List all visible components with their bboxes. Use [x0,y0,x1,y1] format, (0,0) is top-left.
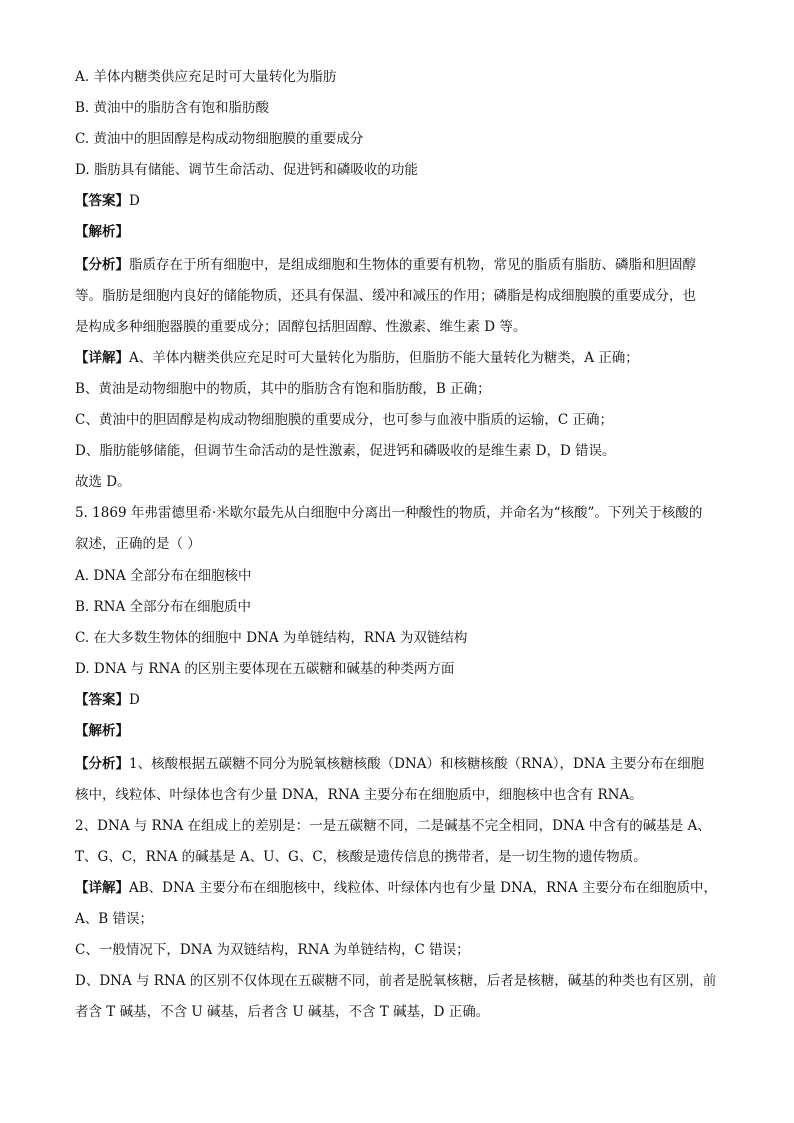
q5-xiangjie-tag: 【详解】 [75,880,129,896]
q5-xiangjie-line-3: C、一般情况下，DNA 为双链结构，RNA 为单链结构，C 错误； [75,942,470,958]
q5-analysis-tag [75,722,735,740]
q5-fenxi-line-2: 核中，线粒体、叶绿体也含有少量 DNA，RNA 主要分布在细胞质中，细胞核中也含有 RNA。 [75,787,643,803]
q5-xiangjie-line-5: 者含 T 碱基，不含 U 碱基，后者含 U 碱基，不含 T 碱基，D 正确。 [75,1004,490,1020]
q5-analysis-label: 【解析】 [75,723,129,739]
q4-xiangjie-line-2: B、黄油是动物细胞中的物质，其中的脂肪含有饱和脂肪酸，B 正确； [75,381,491,397]
q5-xiangjie-line-1 [75,879,735,897]
q4-answer-tag: 【答案】 [75,193,129,209]
q4-xiangjie-line-1 [75,349,735,367]
q5-fenxi-text-1: 1、核酸根据五碳糖不同分为脱氧核糖核酸（DNA）和核糖核酸（RNA），DNA 主要分布在细胞 [129,756,705,772]
q5-stem-line-2: 叙述，正确的是（ ） [75,536,201,552]
q4-answer-line [75,192,735,210]
q4-xiangjie-text-1: A、羊体内糖类供应充足时可大量转化为脂肪，但脂肪不能大量转化为糖类，A 正确； [129,350,639,366]
q4-xiangjie-tag: 【详解】 [75,350,129,366]
q4-fenxi-line-2: 等。脂肪是细胞内良好的储能物质，还具有保温、缓冲和减压的作用；磷脂是构成细胞膜的重要成分，也 [75,288,696,304]
q5-option-c: C. 在大多数生物体的细胞中 DNA 为单链结构，RNA 为双链结构 [75,630,468,646]
q4-conclusion: 故选 D。 [75,474,131,490]
q4-xiangjie-line-3: C、黄油中的胆固醇是构成动物细胞膜的重要成分，也可参与血液中脂质的运输，C 正确； [75,412,613,428]
q4-option-d: D. 脂肪具有储能、调节生命活动、促进钙和磷吸收的功能 [75,162,418,178]
q5-fenxi-line-4: T、G、C，RNA 的碱基是 A、U、G、C，核酸是遗传信息的携带者，是一切生物的遗传物质。 [75,849,647,865]
q4-fenxi-line-1 [75,256,735,274]
q4-xiangjie-line-4: D、脂肪能够储能，但调节生命活动的是性激素，促进钙和磷吸收的是维生素 D，D 错误。 [75,443,616,459]
q5-option-a: A. DNA 全部分布在细胞核中 [75,568,252,584]
q5-stem-line-1: 5. 1869 年弗雷德里希·米歇尔最先从白细胞中分离出一种酸性的物质，并命名为“核酸”。下列关于核酸的 [75,505,703,521]
q4-analysis-tag [75,223,735,241]
q4-analysis-label: 【解析】 [75,224,129,240]
q4-fenxi-text-1: 脂质存在于所有细胞中，是组成细胞和生物体的重要有机物，常见的脂质有脂肪、磷脂和胆固醇 [129,257,696,273]
q4-fenxi-tag: 【分析】 [75,257,129,273]
q5-fenxi-tag: 【分析】 [75,756,129,772]
q5-option-b: B. RNA 全部分布在细胞质中 [75,599,252,615]
q4-option-b: B. 黄油中的脂肪含有饱和脂肪酸 [75,100,270,116]
q5-answer-tag: 【答案】 [75,692,129,708]
q5-xiangjie-line-2: A、B 错误； [75,911,153,927]
q4-fenxi-line-3: 是构成多种细胞器膜的重要成分；固醇包括胆固醇、性激素、维生素 D 等。 [75,319,527,335]
q5-answer: D [129,692,140,708]
q5-option-d: D. DNA 与 RNA 的区别主要体现在五碳糖和碱基的种类两方面 [75,661,455,677]
q4-option-a: A. 羊体内糖类供应充足时可大量转化为脂肪 [75,69,337,85]
q5-xiangjie-text-1: AB、DNA 主要分布在细胞核中，线粒体、叶绿体内也有少量 DNA，RNA 主要分布在细胞质中， [129,880,718,896]
q4-answer: D [129,193,140,209]
q4-option-c: C. 黄油中的胆固醇是构成动物细胞膜的重要成分 [75,131,364,147]
q5-xiangjie-line-4: D、DNA 与 RNA 的区别不仅体现在五碳糖不同，前者是脱氧核糖，后者是核糖，碱基的种类也有区别，前 [75,973,717,989]
q5-fenxi-line-3: 2、DNA 与 RNA 在组成上的差别是：一是五碳糖不同，二是碱基不完全相同，DNA 中含有的碱基是 A、 [75,818,711,834]
q5-fenxi-line-1 [75,755,735,773]
q5-answer-line [75,691,735,709]
